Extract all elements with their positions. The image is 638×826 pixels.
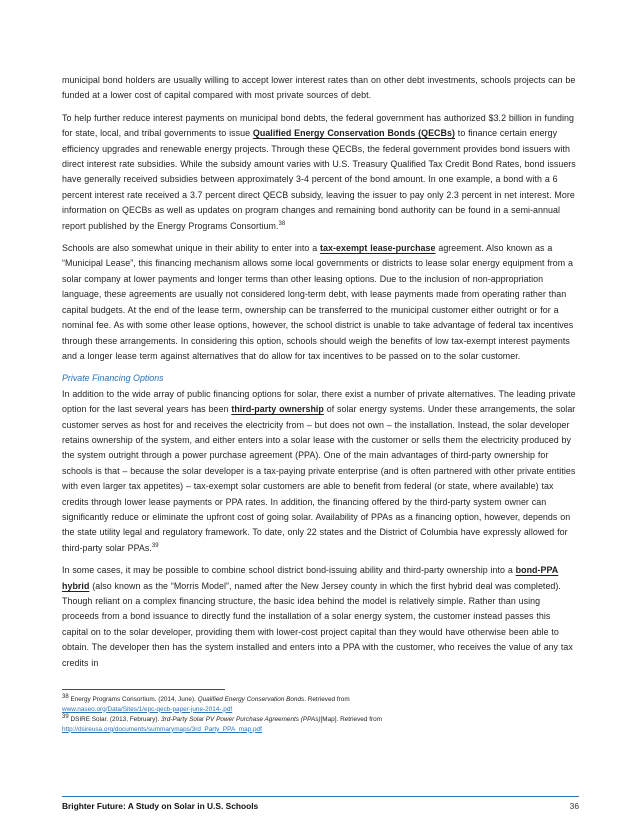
body-text xyxy=(62,73,579,678)
paragraph-bond-holders: municipal bond holders are usually willing to accept lower interest rates than on other debt investments, schools projects can be funded at a lower cost of capital compared with most private sources of debt. xyxy=(62,75,576,101)
keyword-lease-purchase: tax-exempt lease-purchase xyxy=(320,243,436,254)
footnote-ref-39[interactable]: 39 xyxy=(151,542,159,549)
footnote-38-link[interactable]: www.naseo.org/Data/Sites/1/epc-qecb-paper-june-2014-.pdf xyxy=(62,705,233,713)
footnote-38: $^{38}$ Energy Programs Consortium. (2014, June). Qualified Energy Conservation Bonds. Retrieved from www.naseo.org/Data/Sites/1/epc-qecb-paper-june-2014-.pdf xyxy=(62,693,350,713)
paragraph-bond-ppa-hybrid: In some cases, it may be possible to combine school district bond-issuing ability and third-party ownership into a bond-PPA hybrid (also known as the “Morris Model”, named after the New Jersey county in which the first hybrid deal was completed). Though reliant on a complex financing structure, the basic idea behind the model is relatively simple. Rather than using proceeds from a bond issuance to directly fund the installation of a solar energy system, the customer instead passes this capital on to the solar developer, providing them with lower-cost project capital than they would have otherwise been able to obtain. The developer then has the system installed and enters into a PPA with the customer, who receives the value of any tax credits in xyxy=(62,565,573,668)
footnote-ref-38[interactable]: 38 xyxy=(278,220,286,227)
paragraph-qecb: To help further reduce interest payments on municipal bond debts, the federal government has authorized $3.2 billion in funding for state, local, and tribal governments to issue Qualified Energy Conservation Bonds (QECBs) to finance certain energy efficiency upgrades and renewable energy projects. Through these QECBs, the federal government provides bond issuers with direct interest rate subsidies. While the subsidy amount varies with U.S. Treasury Qualified Tax Credit Bond Rates, bond issuers have generally received subsidies between approximately 3-4 percent of the bond amount. In one example, a bond with a 6 percent interest rate received a 3.7 percent direct QECB subsidy, leaving the issuer to pay only 2.3 percent in net interest. More information on QECBs as well as updates on program changes and remaining bond authority can be found in a semi-annual report published by the Energy Programs Consortium.$^{38}$ xyxy=(62,112,576,231)
paragraph-third-party: In addition to the wide array of public financing options for solar, there exist a number of private alternatives. The leading private option for the last several years has been third-party ownership of solar energy systems. Under these arrangements, the solar customer serves as host for and receives the electricity from – but does not own – the installation. Instead, the solar developer retains ownership of the system, and either enters into a solar lease with the customer or sells them the electricity produced by the system outright through a power purchase agreement (PPA). One of the main advantages of third-party ownership for schools is that – because the solar developer is a tax-paying private enterprise (and is often partnered with other private entities with even larger tax appetites) – tax-exempt solar customers are able to benefit from federal (or state, where available) tax credits through lower lease payments or PPA rates. In addition, the financing offered by the third-party system owner can significantly reduce or eliminate the upfront cost of going solar. Availability of PPAs as a financing option, however, depends on the state utility legal and regulatory framework. To date, only 22 states and the District of Columbia have expressly allowed for third-party solar PPAs.$^{39}$ xyxy=(62,388,576,553)
paragraph-lease-purchase: Schools are also somewhat unique in their ability to enter into a tax-exempt lease-purchase agreement. Also known as a “Municipal Lease”, this financing mechanism allows some local governments or districts to lease solar energy equipment from a solar company at lower payments and longer terms than other leasing options. Due to the inclusion of non-appropriation language, these agreements are usually not considered long-term debt, with lease payments made from operating rather than capital budgets. At the end of the lease term, ownership can be transferred to the municipal customer either outright or for a nominal fee. As with some other lease options, however, the school district is unable to take advantage of federal tax incentives through these arrangements. In considering this option, schools should weigh the benefits of low tax-exempt interest payments and a longer lease term against alternatives that do allow for tax incentives to be passed on to the solar customer. xyxy=(62,243,574,361)
page-number: 36 xyxy=(569,801,579,811)
footnote-divider xyxy=(62,689,225,690)
keyword-third-party-ownership: third-party ownership xyxy=(231,404,324,415)
footer-divider xyxy=(62,796,579,797)
footnote-39-link[interactable]: http://dsireusa.org/documents/summarymaps/3rd_Party_PPA_map.pdf xyxy=(62,725,262,733)
keyword-bond-ppa-hybrid: bond-PPA hybrid xyxy=(62,565,559,591)
keyword-qecb: Qualified Energy Conservation Bonds (QECBs) xyxy=(252,128,455,139)
footer-title: Brighter Future: A Study on Solar in U.S. Schools xyxy=(62,801,259,811)
subheading-private-financing: Private Financing Options xyxy=(62,373,164,384)
footnote-39: $^{39}$ DSIRE Solar. (2013, February). 3rd-Party Solar PV Power Purchase Agreements (PPAs)[Map]. Retrieved from http://dsireusa.org/documents/summarymaps/3rd_Party_PPA_map.pdf xyxy=(62,714,382,733)
footnotes xyxy=(62,695,579,735)
